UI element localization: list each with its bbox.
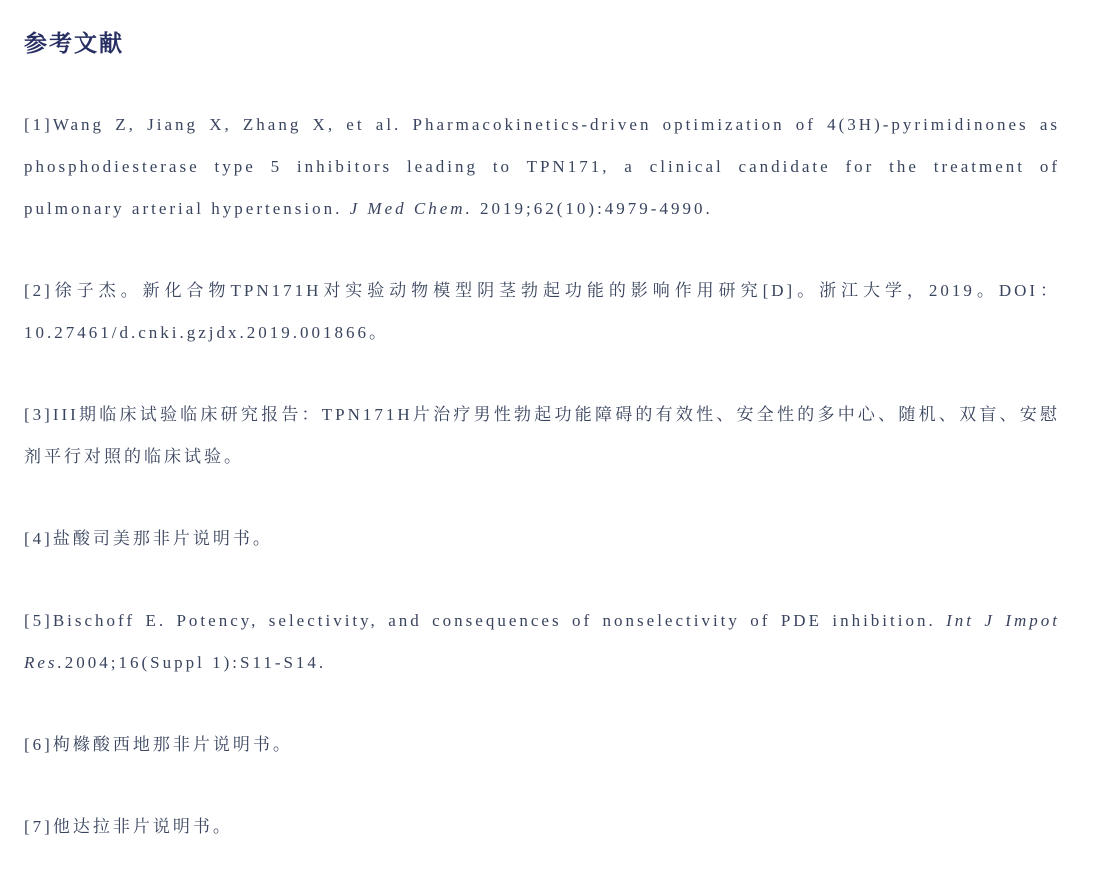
reference-item-2 — [24, 270, 1060, 354]
reference-text: [6]枸橼酸西地那非片说明书。 — [24, 734, 293, 754]
page-title: 参考文献 — [24, 30, 124, 56]
reference-text: [5]Bischoff E. Potency, selectivity, and consequences of nonselectivity of PDE inhibition. — [24, 610, 947, 630]
reference-item-3 — [24, 394, 1060, 478]
reference-item-7 — [24, 806, 1060, 848]
reference-item-4 — [24, 518, 1060, 560]
reference-item-1 — [24, 104, 1060, 230]
reference-text: [1]Wang Z, Jiang X, Zhang X, et al. Pharmacokinetics-driven optimization of 4(3H)-pyrimidinones as phosphodiesterase type 5 inhibitors leading to TPN171, a clinical candidate for the treatment of pulmonary arterial hypertension. — [24, 114, 1060, 218]
reference-text: [2]徐子杰。新化合物TPN171H对实验动物模型阴茎勃起功能的影响作用研究[D]。浙江大学，2019。DOI：10.27461/d.cnki.gzjdx.2019.001866。 — [24, 280, 1060, 342]
reference-text: [4]盐酸司美那非片说明书。 — [24, 528, 273, 548]
reference-journal: Int J Impot Res. — [24, 610, 1060, 672]
reference-citation: 2004;16(Suppl 1):S11-S14. — [64, 652, 327, 672]
reference-citation: 2019;62(10):4979-4990. — [472, 198, 713, 218]
reference-text: [7]他达拉非片说明书。 — [24, 816, 233, 836]
reference-item-5 — [24, 600, 1060, 684]
reference-text: [3]III期临床试验临床研究报告：TPN171H片治疗男性勃起功能障碍的有效性、安全性的多中心、随机、双盲、安慰剂平行对照的临床试验。 — [24, 404, 1060, 466]
reference-journal: J Med Chem. — [349, 198, 473, 218]
reference-item-6 — [24, 724, 1060, 766]
